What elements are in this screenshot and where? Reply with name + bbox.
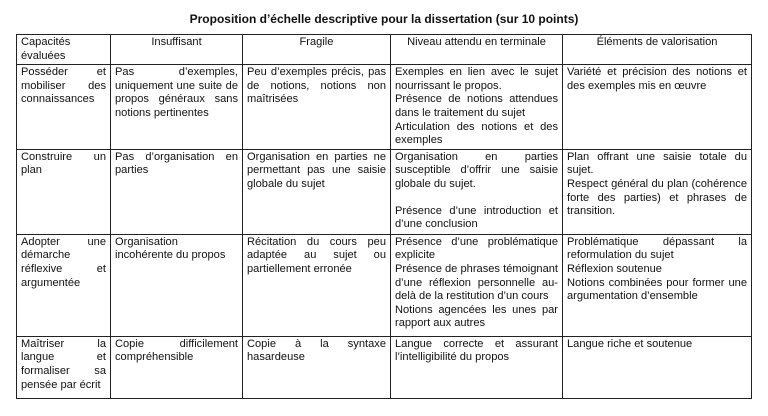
table-row <box>17 149 752 234</box>
attendu-cell <box>391 336 563 398</box>
cell-text: Plan offrant une saisie totale du sujet. <box>567 150 747 177</box>
table-row <box>17 65 752 150</box>
header-insuffisant: Insuffisant <box>111 35 243 65</box>
cell-text: Langue correcte et assurant l’intelligibilité du propos <box>395 337 558 364</box>
insuffisant-cell <box>111 149 243 234</box>
valorisation-cell <box>563 336 752 398</box>
table-row <box>17 234 752 336</box>
capacity-cell: Maîtriser la langue et formaliser sa pensée par écrit <box>17 336 111 398</box>
cell-text: Variété et précision des notions et des exemples mis en œuvre <box>567 66 747 92</box>
cell-text: Copie à la syntaxe hasardeuse <box>247 337 386 364</box>
valorisation-cell <box>563 234 752 336</box>
fragile-cell <box>243 336 391 398</box>
attendu-cell <box>391 234 563 336</box>
cell-text: Respect général du plan (cohérence forte des parties) et phrases de transition. <box>567 177 747 218</box>
cell-text: Organisation en parties susceptible d’offrir une saisie globale du sujet. <box>395 150 558 190</box>
cell-text: Langue riche et soutenue <box>567 337 693 350</box>
cell-text: Réflexion soutenue <box>567 262 662 275</box>
cell-text: Pas d’exemples, uniquement une suite de propos généraux sans notions pertinentes <box>115 66 238 119</box>
insuffisant-cell <box>111 234 243 336</box>
capacity-cell: Adopter une démarche réflexive et argumentée <box>17 234 111 336</box>
header-valorisation: Éléments de valorisation <box>563 35 752 65</box>
header-capacites: Capacités évaluées <box>17 35 111 65</box>
cell-text: Notions combinées pour former une argumentation d’ensemble <box>567 276 747 303</box>
insuffisant-cell <box>111 65 243 150</box>
cell-text: Copie difficilement compréhensible <box>115 337 238 364</box>
paragraph-gap <box>395 192 558 205</box>
fragile-cell <box>243 65 391 150</box>
cell-text: Problématique dépassant la reformulation du sujet <box>567 235 747 262</box>
cell-text: Peu d’exemples précis, pas de notions, notions non maîtrisées <box>247 66 386 106</box>
header-niveau-attendu: Niveau attendu en terminale <box>391 35 563 65</box>
table-row <box>17 336 752 398</box>
fragile-cell <box>243 149 391 234</box>
cell-text: Présence de phrases témoignant d’une réflexion personnelle au-delà de la restitution d’un cours <box>395 262 558 303</box>
capacity-cell: Posséder et mobiliser des connaissances <box>17 65 111 150</box>
document-title: Proposition d’échelle descriptive pour la dissertation (sur 10 points) <box>189 12 579 26</box>
capacity-cell: Construire un plan <box>17 149 111 234</box>
insuffisant-cell <box>111 336 243 398</box>
cell-text: Pas d’organisation en parties <box>115 150 238 177</box>
cell-text: Notions agencées les unes par rapport aux autres <box>395 303 558 330</box>
attendu-cell <box>391 65 563 150</box>
cell-text: Présence d’une problématique explicite <box>395 235 558 262</box>
header-fragile: Fragile <box>243 35 391 65</box>
cell-text: Exemples en lien avec le sujet nourrissant le propos. <box>395 66 558 92</box>
cell-text: Présence de notions attendues dans le traitement du sujet <box>395 93 558 119</box>
cell-text: Articulation des notions et des exemples <box>395 120 558 147</box>
fragile-cell <box>243 234 391 336</box>
valorisation-cell <box>563 149 752 234</box>
cell-text: Récitation du cours peu adaptée au sujet ou partiellement erronée <box>247 235 386 275</box>
cell-text: Organisation en parties ne permettant pas une saisie globale du sujet <box>247 150 386 190</box>
valorisation-cell <box>563 65 752 150</box>
cell-text: Présence d’une introduction et d’une conclusion <box>395 204 558 231</box>
attendu-cell <box>391 149 563 234</box>
cell-text: Organisation incohérente du propos <box>115 235 226 262</box>
rubric-table <box>16 34 752 399</box>
header-row <box>17 35 752 65</box>
